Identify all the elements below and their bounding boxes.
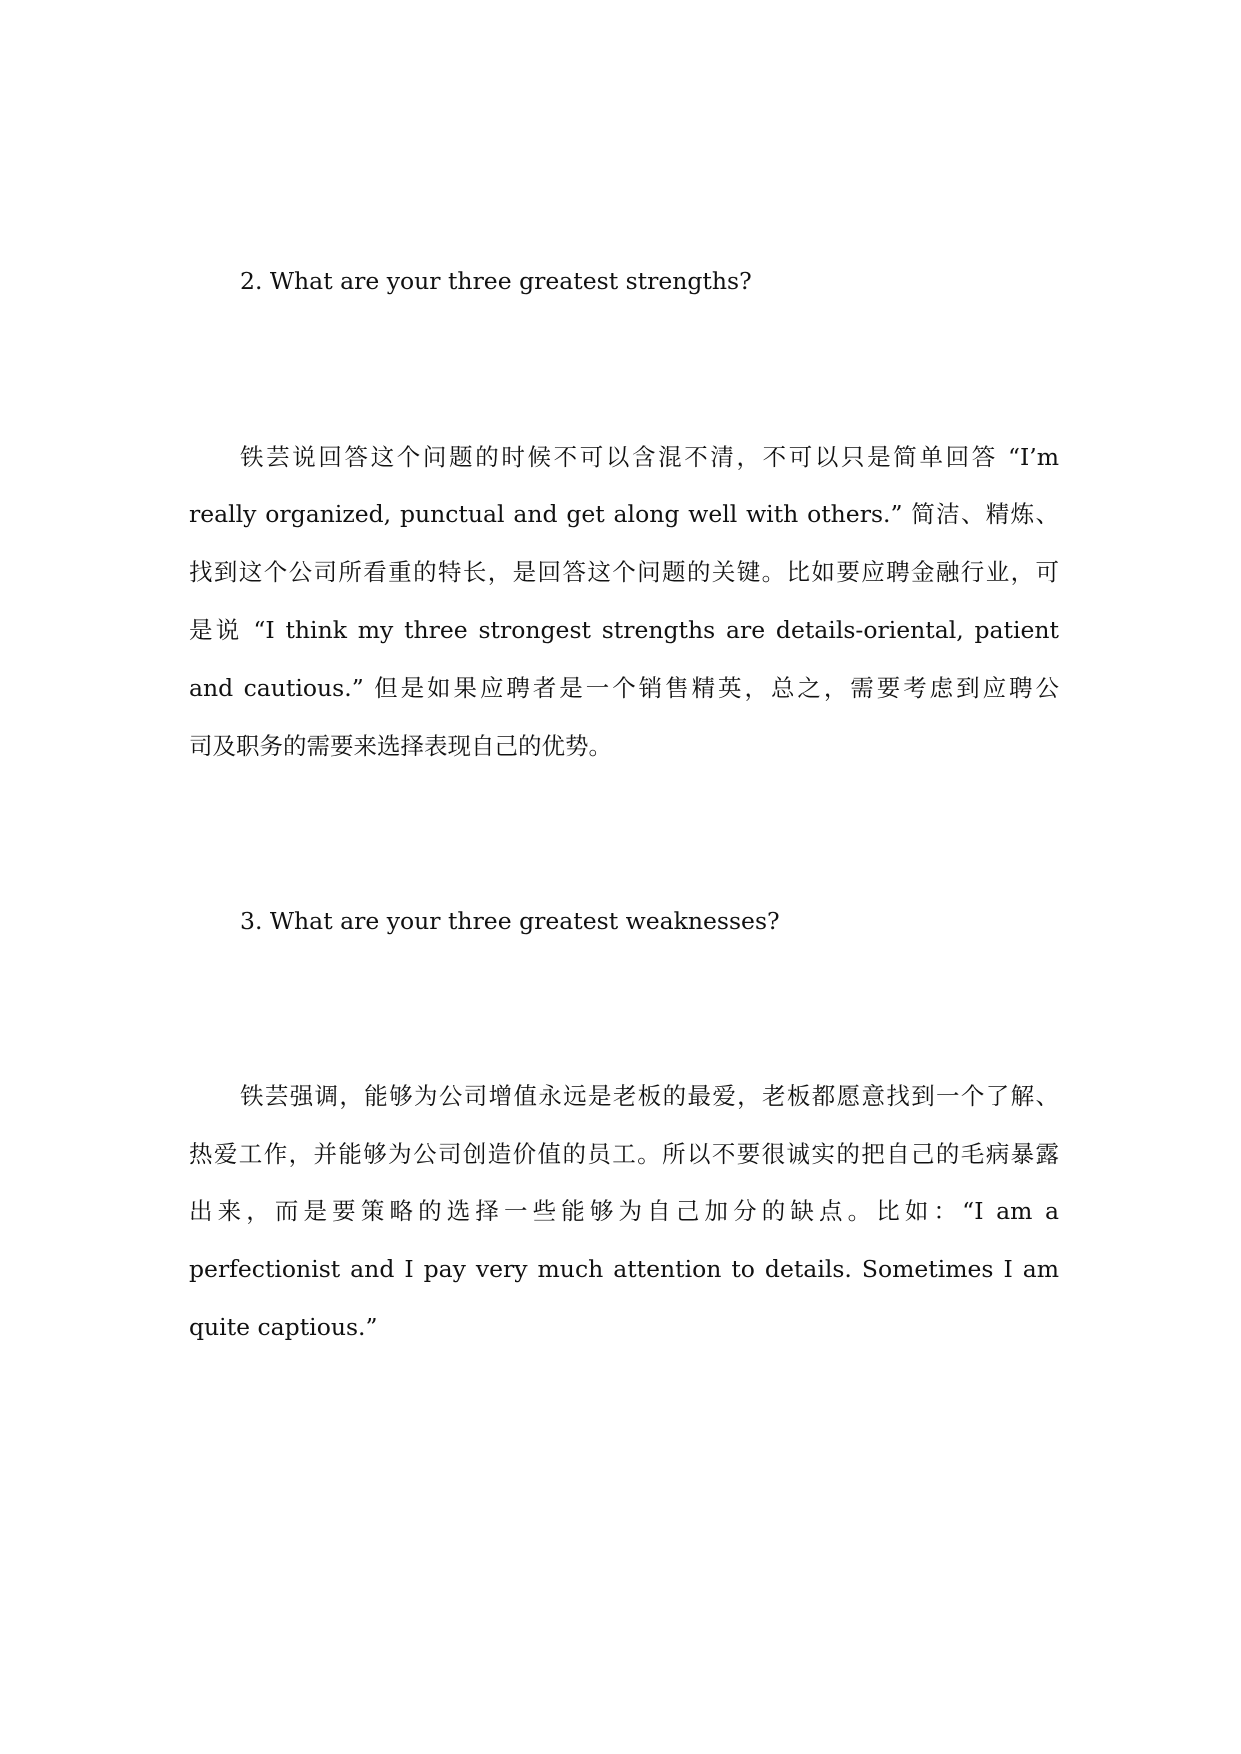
paragraph-line: 司及职务的需要来选择表现自己的优势。 bbox=[189, 732, 612, 760]
paragraph-line: quite captious.” bbox=[189, 1313, 378, 1341]
paragraph-line: 是说 “I think my three strongest strengths are details-oriental, patient bbox=[189, 616, 1059, 644]
paragraph-line: really organized, punctual and get along well with others.” 简洁、精炼、 bbox=[189, 500, 1059, 528]
question-heading-3: 3. What are your three greatest weaknesses? bbox=[240, 907, 780, 935]
paragraph-line: 找到这个公司所看重的特长，是回答这个问题的关键。比如要应聘金融行业，可 bbox=[189, 558, 1059, 586]
paragraph-line: and cautious.” 但是如果应聘者是一个销售精英，总之，需要考虑到应聘公 bbox=[189, 674, 1059, 702]
paragraph-line: 铁芸说回答这个问题的时候不可以含混不清，不可以只是简单回答 “I’m bbox=[240, 443, 1059, 471]
paragraph-line: 出来，而是要策略的选择一些能够为自己加分的缺点。比如：“I am a bbox=[189, 1197, 1059, 1225]
paragraph-line: 热爱工作，并能够为公司创造价值的员工。所以不要很诚实的把自己的毛病暴露 bbox=[189, 1140, 1059, 1168]
paragraph-line: perfectionist and I pay very much attention to details. Sometimes I am bbox=[189, 1255, 1059, 1283]
question-heading-2: 2. What are your three greatest strengths? bbox=[240, 267, 752, 295]
paragraph-line: 铁芸强调，能够为公司增值永远是老板的最爱，老板都愿意找到一个了解、 bbox=[240, 1082, 1059, 1110]
